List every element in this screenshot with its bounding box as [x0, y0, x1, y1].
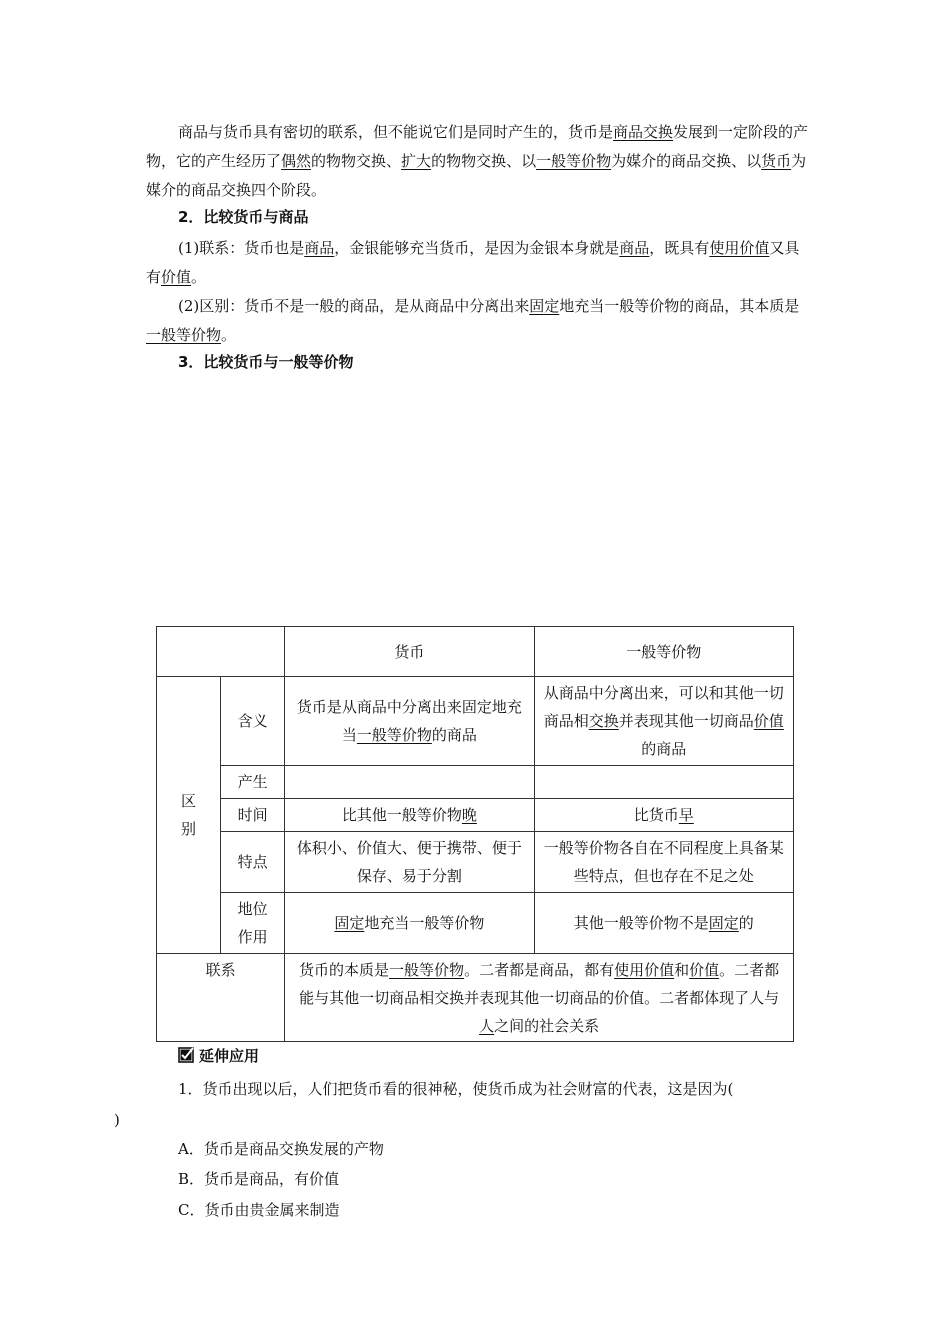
row-label-meaning: 含义	[221, 677, 285, 766]
row-label-feature: 特点	[221, 832, 285, 893]
table-row	[157, 627, 794, 677]
table-row	[157, 893, 794, 954]
cell-empty	[285, 766, 534, 799]
table-row	[157, 766, 794, 799]
cell-time-money: 比其他一般等价物晚	[285, 799, 534, 832]
cell-link: 货币的本质是一般等价物。二者都是商品，都有使用价值和价值。二者都能与其他一切商品相交换并表现其他一切商品的价值。二者都体现了人与人之间的社会关系	[285, 954, 794, 1042]
table-row	[157, 677, 794, 766]
cell-status-equivalent: 其他一般等价物不是固定的	[534, 893, 793, 954]
blank-answer: 扩大	[401, 152, 432, 170]
cell-empty	[534, 766, 793, 799]
cell-meaning-equivalent: 从商品中分离出来，可以和其他一切商品相交换并表现其他一切商品价值的商品	[534, 677, 793, 766]
blank-answer: 价值	[689, 960, 720, 979]
table-row	[157, 832, 794, 893]
cell-time-equivalent: 比货币早	[534, 799, 793, 832]
blank-answer: 货币	[761, 152, 792, 170]
blank-answer: 早	[678, 806, 694, 824]
blank-answer: 一般等价物	[389, 960, 465, 979]
comparison-table	[156, 626, 794, 1042]
cell-status-money: 固定地充当一般等价物	[285, 893, 534, 954]
option-c[interactable]: C．货币由贵金属来制造	[178, 1201, 340, 1219]
blank-answer: 固定	[529, 297, 560, 315]
row-label-status: 地位作用	[221, 893, 285, 954]
extension-heading: 延伸应用	[178, 1045, 259, 1067]
row-label-time-b: 时间	[221, 799, 285, 832]
row-group-label: 区别	[157, 677, 221, 954]
row-label-time-a: 产生	[221, 766, 285, 799]
blank-answer: 价值	[753, 712, 784, 730]
cell-feature-equivalent: 一般等价物各自在不同程度上具备某些特点，但也存在不足之处	[534, 832, 793, 893]
blank-answer: 使用价值	[709, 239, 770, 257]
blank-answer: 一般等价物	[536, 152, 612, 170]
blank-answer: 一般等价物	[146, 326, 222, 344]
blank-answer: 商品	[619, 239, 650, 257]
row-label-link: 联系	[157, 954, 285, 1042]
blank-answer: 商品	[304, 239, 335, 257]
question-stem: 1．货币出现以后，人们把货币看的很神秘，使货币成为社会财富的代表，这是因为( )	[114, 1080, 734, 1129]
blank-answer: 晚	[461, 806, 477, 824]
option-b[interactable]: B．货币是商品，有价值	[178, 1170, 340, 1188]
section-heading-3: 3．比较货币与一般等价物	[178, 353, 354, 371]
blank-answer: 固定	[708, 914, 739, 932]
column-header-money: 货币	[285, 627, 534, 677]
blank-answer: 使用价值	[614, 960, 675, 979]
table-row	[157, 799, 794, 832]
blank-answer: 偶然	[281, 152, 312, 170]
blank-answer: 人	[479, 1016, 495, 1035]
column-header-equivalent: 一般等价物	[534, 627, 793, 677]
table-row	[157, 954, 794, 1042]
blank-answer: 固定	[334, 914, 365, 932]
blank-answer: 价值	[161, 268, 192, 286]
blank-answer: 一般等价物	[356, 726, 432, 744]
cell-feature-money: 体积小、价值大、便于携带、便于保存、易于分割	[285, 832, 534, 893]
relation-paragraph: (1)联系：货币也是商品，金银能够充当货币，是因为金银本身就是商品，既具有使用价值又具有价值。	[146, 239, 800, 286]
intro-paragraph: 商品与货币具有密切的联系，但不能说它们是同时产生的，货币是商品交换发展到一定阶段的产物，它的产生经历了偶然的物物交换、扩大的物物交换、以一般等价物为媒介的商品交换、以货币为媒介的商品交换四个阶段。	[146, 123, 809, 199]
blank-answer: 商品交换	[613, 123, 674, 141]
difference-paragraph: (2)区别：货币不是一般的商品，是从商品中分离出来固定地充当一般等价物的商品，其本质是一般等价物。	[146, 297, 800, 344]
table-corner-cell	[157, 627, 285, 677]
checkbox-icon	[178, 1046, 195, 1067]
option-a[interactable]: A．货币是商品交换发展的产物	[178, 1140, 384, 1158]
section-heading-2: 2．比较货币与商品	[178, 208, 309, 226]
blank-answer: 交换	[588, 712, 619, 730]
cell-meaning-money: 货币是从商品中分离出来固定地充当一般等价物的商品	[285, 677, 534, 766]
